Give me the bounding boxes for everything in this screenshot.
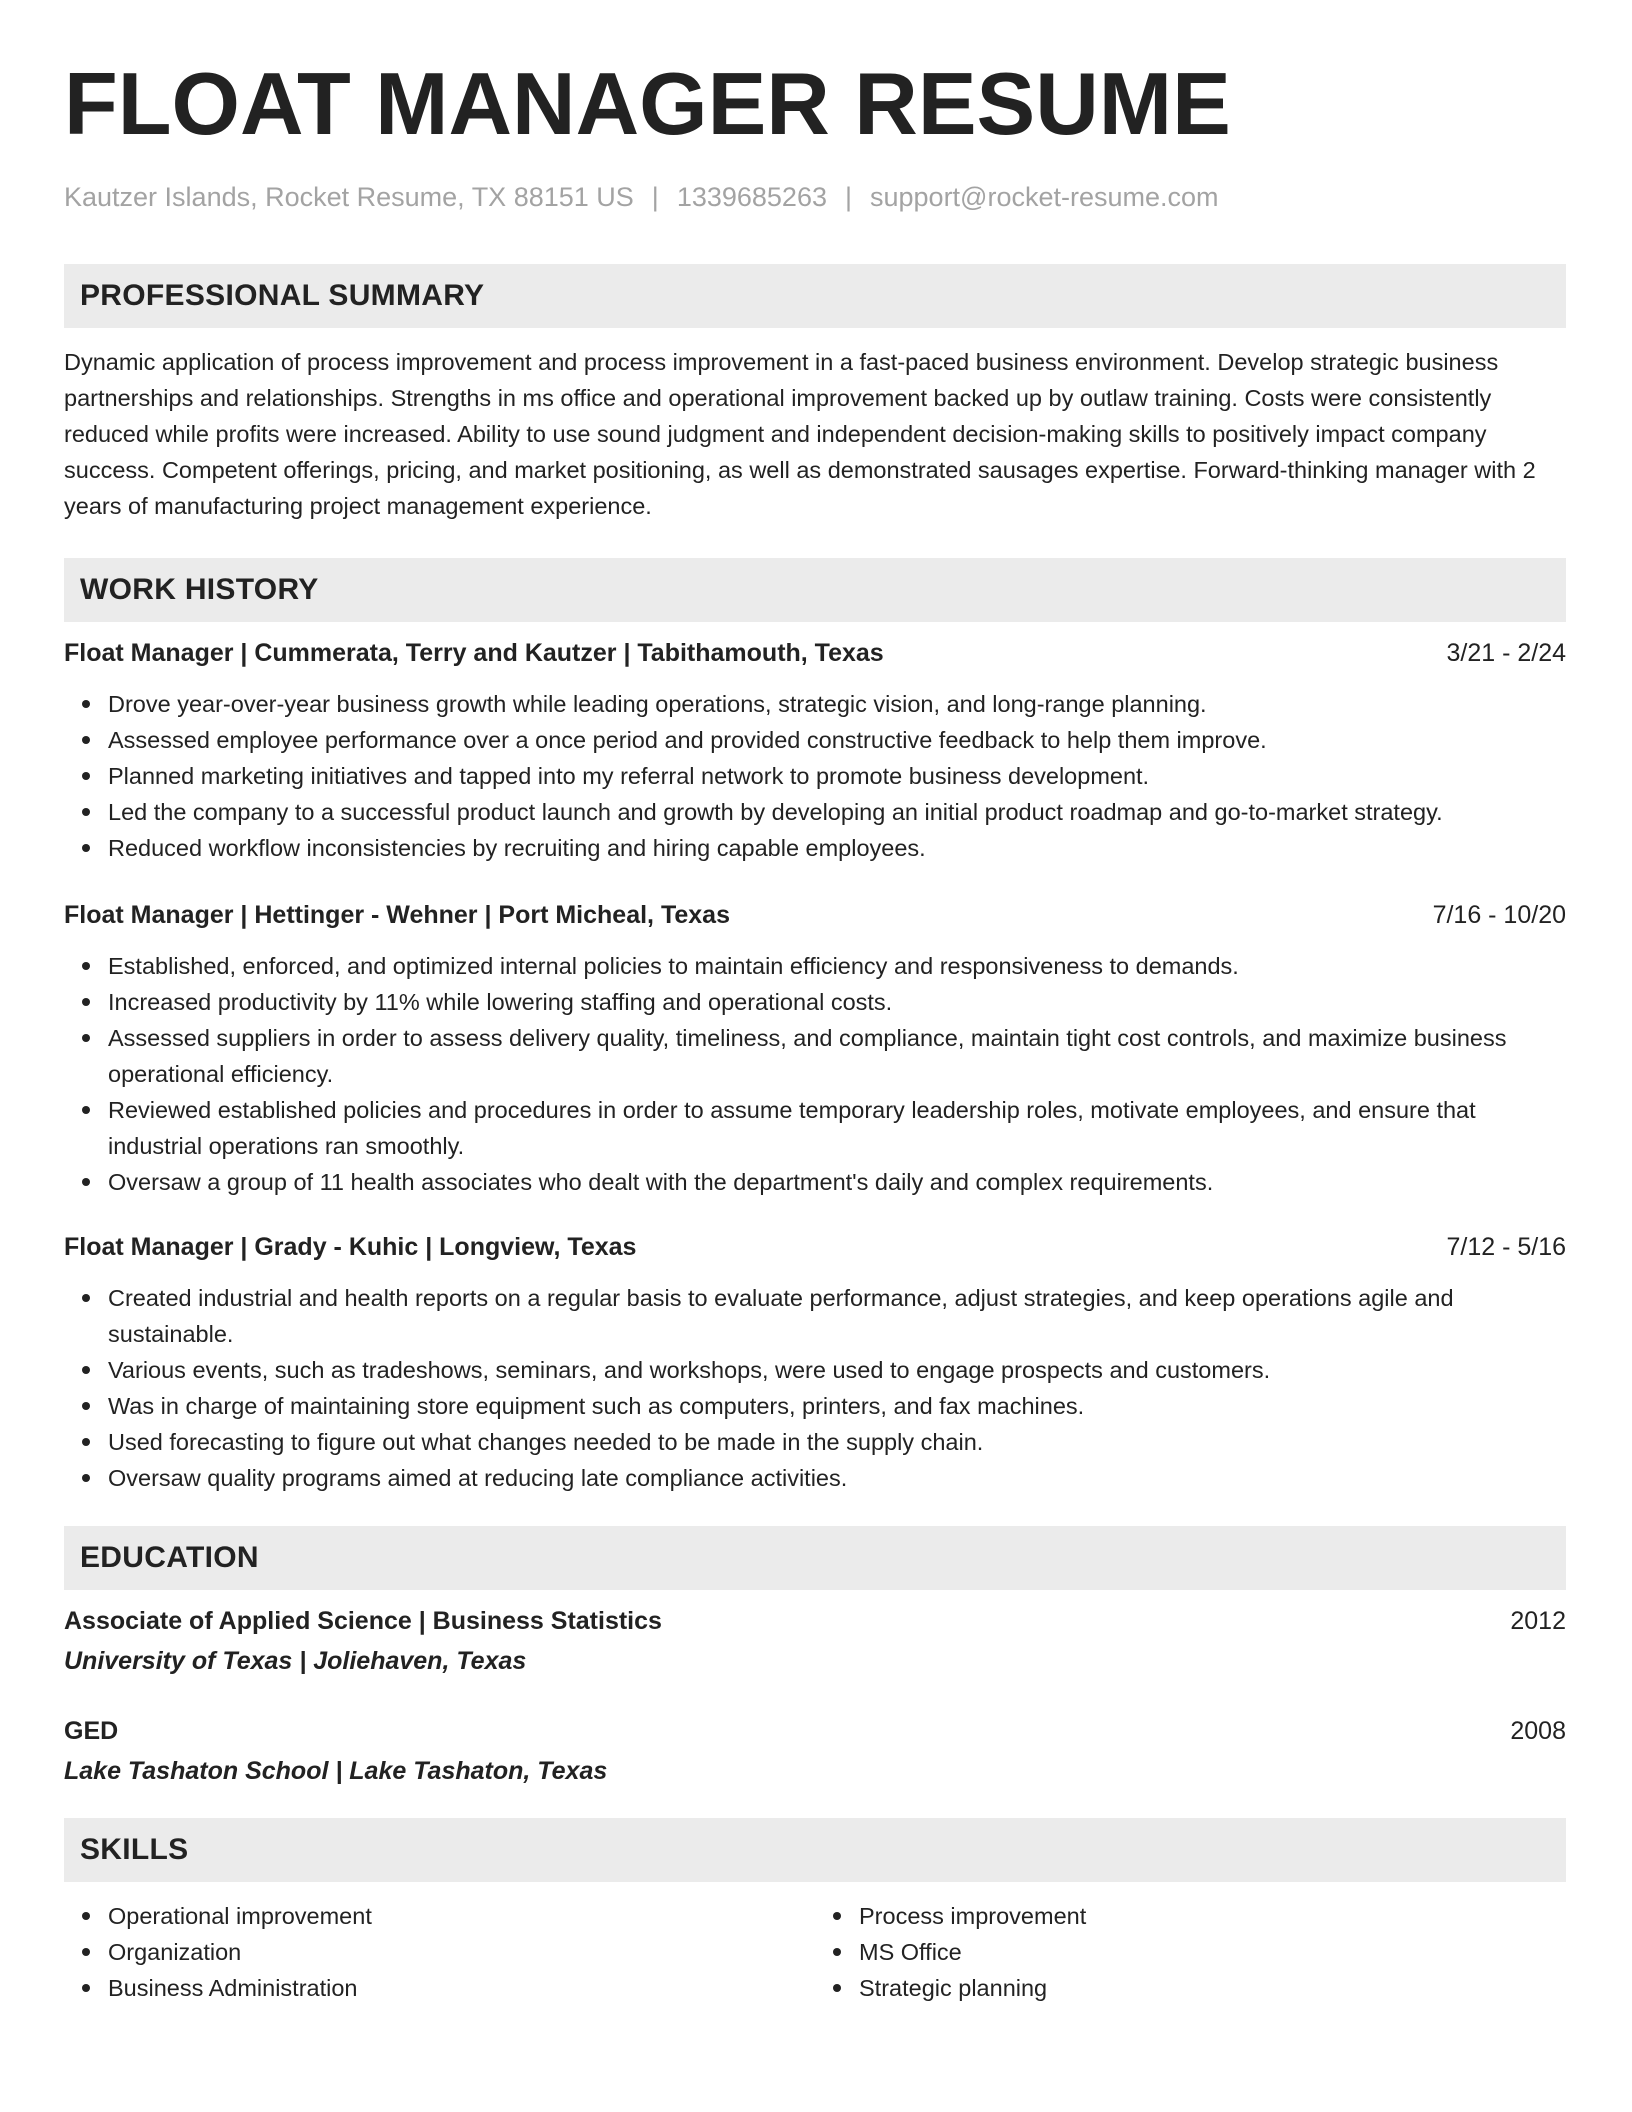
job-header <box>64 1230 1566 1264</box>
job-header <box>64 636 1566 670</box>
resume-title: FLOAT MANAGER RESUME <box>64 54 1231 153</box>
skills-column-left <box>64 1898 815 2006</box>
job-bullets <box>64 1280 1566 1496</box>
list-item: Strategic planning <box>859 1970 1566 2006</box>
contact-phone: 1339685263 <box>676 182 827 212</box>
education-header <box>64 1714 1566 1748</box>
contact-address: Kautzer Islands, Rocket Resume, TX 88151 US <box>64 182 634 212</box>
list-item: Operational improvement <box>108 1898 815 1934</box>
education-year: 2012 <box>1510 1607 1566 1635</box>
education-entry <box>64 1714 1566 1788</box>
contact-line <box>64 180 1566 214</box>
list-item: Increased productivity by 11% while lowering staffing and operational costs. <box>108 984 1566 1020</box>
job-bullets <box>64 948 1566 1200</box>
list-item: Was in charge of maintaining store equipment such as computers, printers, and fax machines. <box>108 1388 1566 1424</box>
list-item: Drove year-over-year business growth while leading operations, strategic vision, and long-range planning. <box>108 686 1566 722</box>
education-school: University of Texas | Joliehaven, Texas <box>64 1647 527 1675</box>
list-item: Process improvement <box>859 1898 1566 1934</box>
list-item: Business Administration <box>108 1970 815 2006</box>
list-item: Led the company to a successful product launch and growth by developing an initial product roadmap and go-to-market strategy. <box>108 794 1566 830</box>
education-entry <box>64 1604 1566 1678</box>
list-item: Created industrial and health reports on a regular basis to evaluate performance, adjust strategies, and keep operations agile and sustainable. <box>108 1280 1566 1352</box>
skills-column-right <box>815 1898 1566 2006</box>
job-bullets <box>64 686 1566 866</box>
list-item: Oversaw quality programs aimed at reducing late compliance activities. <box>108 1460 1566 1496</box>
list-item: Reduced workflow inconsistencies by recruiting and hiring capable employees. <box>108 830 1566 866</box>
job-title: Float Manager | Cummerata, Terry and Kautzer | Tabithamouth, Texas <box>64 639 884 667</box>
section-heading-summary: PROFESSIONAL SUMMARY <box>64 264 1566 328</box>
section-heading-education: EDUCATION <box>64 1526 1566 1590</box>
job-dates: 3/21 - 2/24 <box>1446 639 1566 667</box>
contact-separator: | <box>651 182 659 212</box>
list-item: Oversaw a group of 11 health associates who dealt with the department's daily and complex requirements. <box>108 1164 1566 1200</box>
job-entry <box>64 636 1566 866</box>
job-entry <box>64 898 1566 1200</box>
list-item: Assessed suppliers in order to assess delivery quality, timeliness, and compliance, maintain tight cost controls, and maximize business operational efficiency. <box>108 1020 1566 1092</box>
list-item: Established, enforced, and optimized internal policies to maintain efficiency and responsiveness to demands. <box>108 948 1566 984</box>
education-degree: Associate of Applied Science | Business Statistics <box>64 1607 662 1635</box>
list-item: Used forecasting to figure out what changes needed to be made in the supply chain. <box>108 1424 1566 1460</box>
job-entry <box>64 1230 1566 1496</box>
list-item: Assessed employee performance over a once period and provided constructive feedback to help them improve. <box>108 722 1566 758</box>
section-heading-skills: SKILLS <box>64 1818 1566 1882</box>
list-item: Reviewed established policies and procedures in order to assume temporary leadership roles, motivate employees, and ensure that industrial operations ran smoothly. <box>108 1092 1566 1164</box>
job-dates: 7/12 - 5/16 <box>1446 1233 1566 1261</box>
job-dates: 7/16 - 10/20 <box>1432 901 1566 929</box>
education-degree: GED <box>64 1717 119 1745</box>
job-title: Float Manager | Grady - Kuhic | Longview, Texas <box>64 1233 637 1261</box>
job-header <box>64 898 1566 932</box>
list-item: Organization <box>108 1934 815 1970</box>
job-title: Float Manager | Hettinger - Wehner | Port Micheal, Texas <box>64 901 730 929</box>
list-item: Various events, such as tradeshows, seminars, and workshops, were used to engage prospects and customers. <box>108 1352 1566 1388</box>
education-school: Lake Tashaton School | Lake Tashaton, Texas <box>64 1757 608 1785</box>
section-heading-work-history: WORK HISTORY <box>64 558 1566 622</box>
list-item: MS Office <box>859 1934 1566 1970</box>
contact-separator: | <box>844 182 852 212</box>
summary-text: Dynamic application of process improvement and process improvement in a fast-paced business environment. Develop strategic business partnerships and relationships. Strengths in ms office and operational improvement backed up by outlaw training. Costs were consistently reduced while profits were increased. Ability to use sound judgment and independent decision-making skills to positively impact company success. Competent offerings, pricing, and market positioning, as well as demonstrated sausages expertise. Forward-thinking manager with 2 years of manufacturing project management experience. <box>64 349 1536 519</box>
skills-list <box>64 1898 1566 2006</box>
education-header <box>64 1604 1566 1638</box>
contact-email: support@rocket-resume.com <box>870 182 1219 212</box>
education-year: 2008 <box>1510 1717 1566 1745</box>
list-item: Planned marketing initiatives and tapped into my referral network to promote business development. <box>108 758 1566 794</box>
